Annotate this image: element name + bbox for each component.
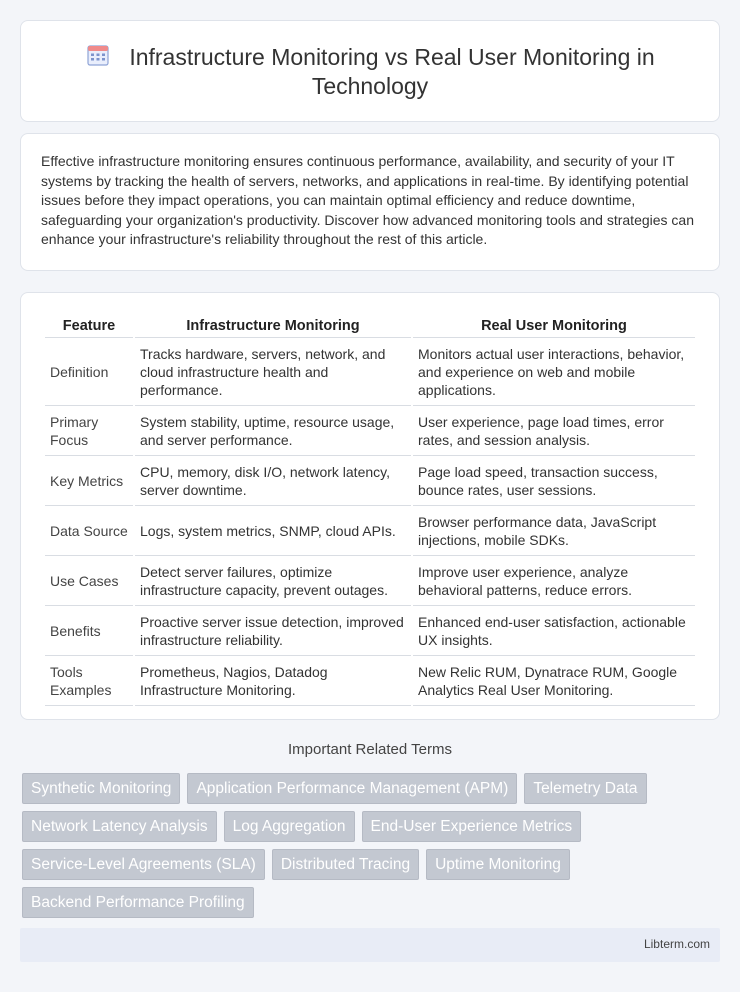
row-feature: Use Cases	[45, 556, 133, 606]
row-infrastructure: Proactive server issue detection, improved infrastructure reliability.	[135, 606, 411, 656]
related-terms-title: Important Related Terms	[288, 741, 452, 758]
row-feature: Definition	[45, 338, 133, 406]
row-feature: Benefits	[45, 606, 133, 656]
row-infrastructure: Detect server failures, optimize infrastructure capacity, prevent outages.	[135, 556, 411, 606]
table-row	[45, 456, 695, 506]
related-term-tag[interactable]: Application Performance Management (APM)	[187, 773, 517, 804]
table-row	[45, 556, 695, 606]
row-rum: Monitors actual user interactions, behavior, and experience on web and mobile applications.	[413, 338, 695, 406]
header-feature: Feature	[45, 311, 133, 338]
table-row	[45, 406, 695, 456]
row-infrastructure: System stability, uptime, resource usage, and server performance.	[135, 406, 411, 456]
intro-card	[20, 133, 720, 271]
related-term-tag[interactable]: End-User Experience Metrics	[362, 811, 582, 842]
header-rum: Real User Monitoring	[413, 311, 695, 338]
title-card	[20, 20, 720, 122]
table-row	[45, 656, 695, 706]
table-row	[45, 606, 695, 656]
related-term-tag[interactable]: Service-Level Agreements (SLA)	[22, 849, 265, 880]
header-infrastructure: Infrastructure Monitoring	[135, 311, 411, 338]
related-term-tag[interactable]: Uptime Monitoring	[426, 849, 570, 880]
table-row	[45, 338, 695, 406]
row-rum: Browser performance data, JavaScript injections, mobile SDKs.	[413, 506, 695, 556]
row-infrastructure: CPU, memory, disk I/O, network latency, server downtime.	[135, 456, 411, 506]
title-text: Infrastructure Monitoring vs Real User Monitoring in Technology	[129, 43, 655, 99]
row-feature: Key Metrics	[45, 456, 133, 506]
related-term-tag[interactable]: Backend Performance Profiling	[22, 887, 254, 918]
related-term-tag[interactable]: Telemetry Data	[524, 773, 646, 804]
row-rum: Improve user experience, analyze behavioral patterns, reduce errors.	[413, 556, 695, 606]
row-rum: Enhanced end-user satisfaction, actionable UX insights.	[413, 606, 695, 656]
comparison-table-card	[20, 292, 720, 720]
row-infrastructure: Logs, system metrics, SNMP, cloud APIs.	[135, 506, 411, 556]
footer	[20, 928, 720, 962]
row-feature: Tools Examples	[45, 656, 133, 706]
row-infrastructure: Prometheus, Nagios, Datadog Infrastructure Monitoring.	[135, 656, 411, 706]
table-row	[45, 506, 695, 556]
related-terms-list	[22, 773, 722, 925]
comparison-table	[43, 311, 697, 706]
row-rum: New Relic RUM, Dynatrace RUM, Google Analytics Real User Monitoring.	[413, 656, 695, 706]
related-term-tag[interactable]: Synthetic Monitoring	[22, 773, 180, 804]
row-rum: Page load speed, transaction success, bounce rates, user sessions.	[413, 456, 695, 506]
row-feature: Data Source	[45, 506, 133, 556]
table-header-row	[45, 311, 695, 338]
intro-paragraph: Effective infrastructure monitoring ensures continuous performance, availability, and security of your IT systems by tracking the health of servers, networks, and applications in real-time. By identifying potential issues before they impact operations, you can maintain optimal efficiency and reduce downtime, safeguarding your organization's productivity. Discover how advanced monitoring tools and strategies can enhance your infrastructure's reliability throughout the rest of this article.	[41, 153, 694, 247]
related-term-tag[interactable]: Log Aggregation	[224, 811, 355, 842]
row-rum: User experience, page load times, error rates, and session analysis.	[413, 406, 695, 456]
page-title	[61, 42, 679, 101]
related-term-tag[interactable]: Distributed Tracing	[272, 849, 419, 880]
row-infrastructure: Tracks hardware, servers, network, and cloud infrastructure health and performance.	[135, 338, 411, 406]
footer-site-link[interactable]: Libterm.com	[643, 937, 710, 951]
calendar-icon	[85, 42, 111, 68]
row-feature: Primary Focus	[45, 406, 133, 456]
related-term-tag[interactable]: Network Latency Analysis	[22, 811, 217, 842]
